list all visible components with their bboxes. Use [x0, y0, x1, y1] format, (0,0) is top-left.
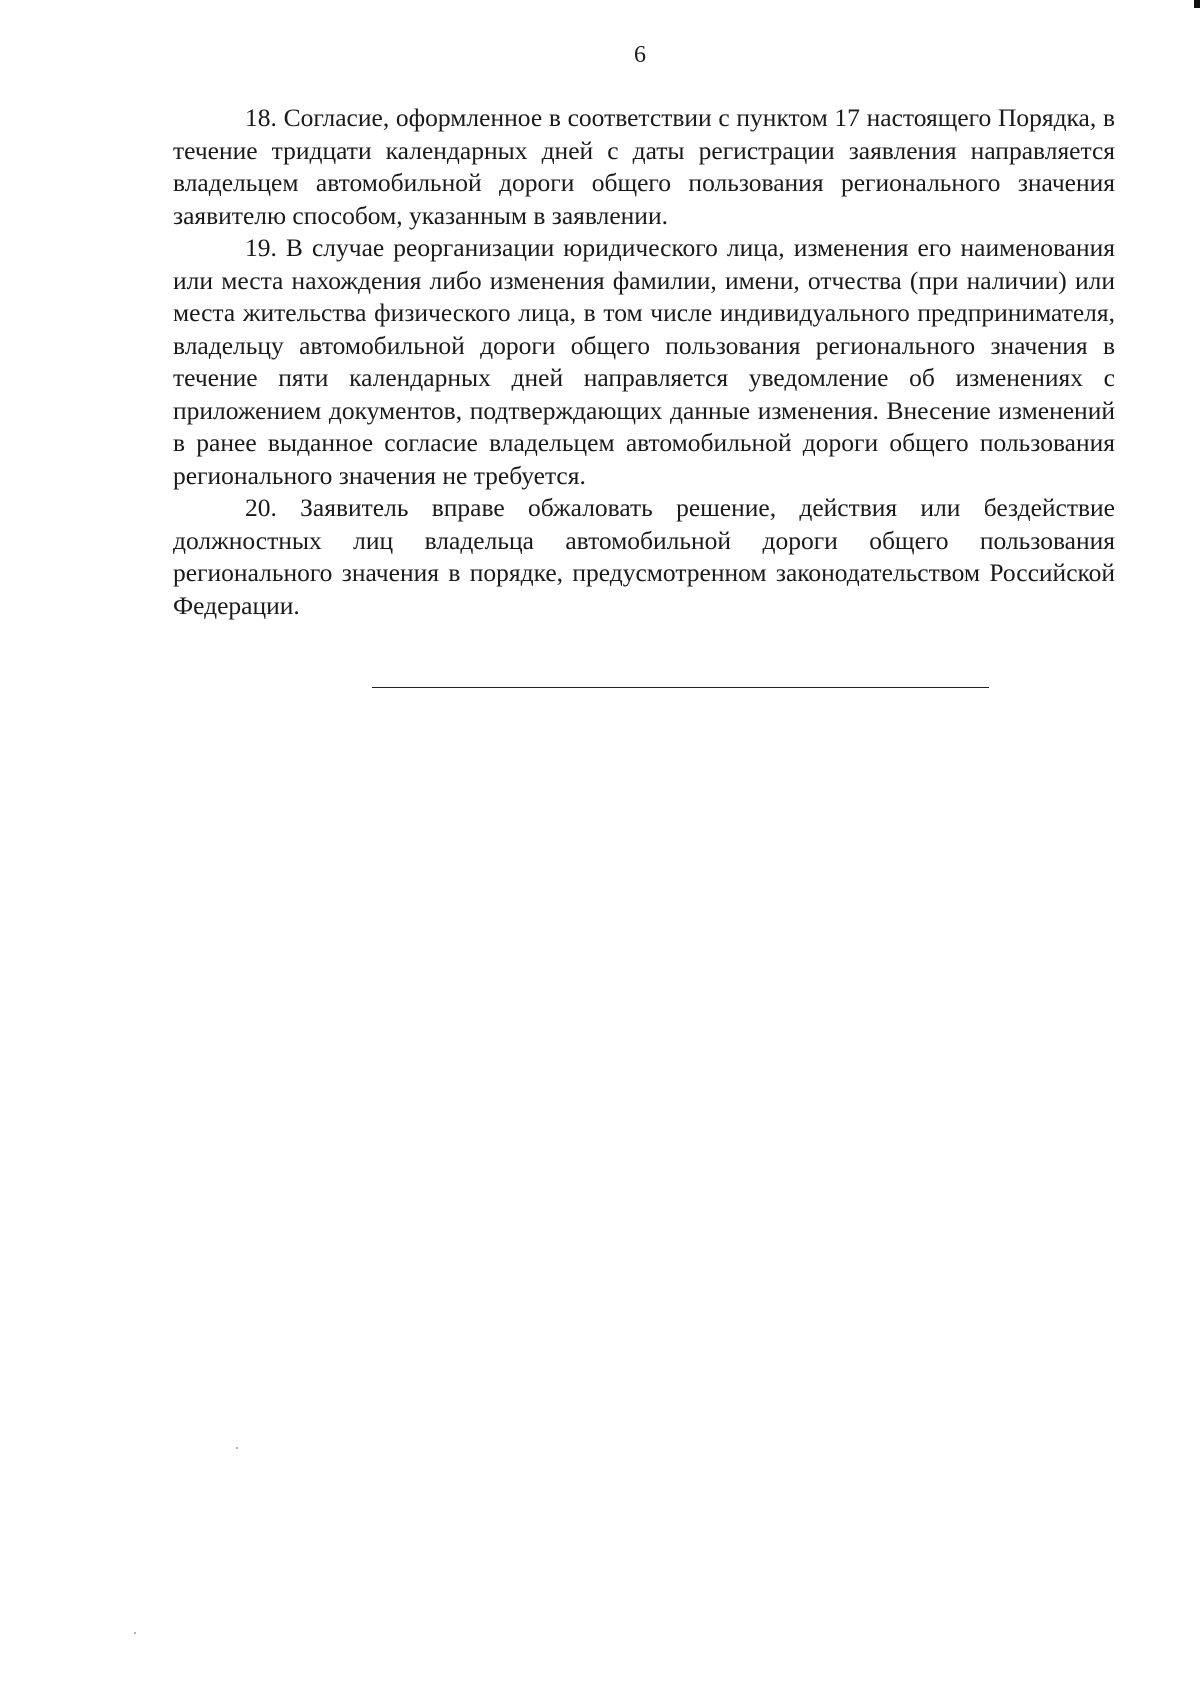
document-body	[173, 102, 1115, 622]
scan-speck	[134, 1632, 136, 1634]
page-number: 6	[634, 42, 646, 68]
scan-speck	[236, 1447, 238, 1449]
paragraph-20: 20. Заявитель вправе обжаловать решение, действия или бездействие должностных лиц владельца автомобильной дороги общего пользования регионального значения в порядке, предусмотренном законодательством Российской Федерации.	[173, 493, 1115, 620]
scan-edge-mark	[1194, 0, 1200, 8]
paragraph-18: 18. Согласие, оформленное в соответствии с пунктом 17 настоящего Порядка, в течение тридцати календарных дней с даты регистрации заявления направляется владельцем автомобильной дороги общего пользования регионального значения заявителю способом, указанным в заявлении.	[173, 103, 1115, 230]
paragraph-19: 19. В случае реорганизации юридического лица, изменения его наименования или места нахождения либо изменения фамилии, имени, отчества (при наличии) или места жительства физического лица, в том числе индивидуального предпринимателя, владельцу автомобильной дороги общего пользования регионального значения в течение пяти календарных дней направляется уведомление об изменениях с приложением документов, подтверждающих данные изменения. Внесение изменений в ранее выданное согласие владельцем автомобильной дороги общего пользования регионального значения не требуется.	[173, 233, 1115, 490]
end-of-text-rule	[372, 687, 989, 688]
